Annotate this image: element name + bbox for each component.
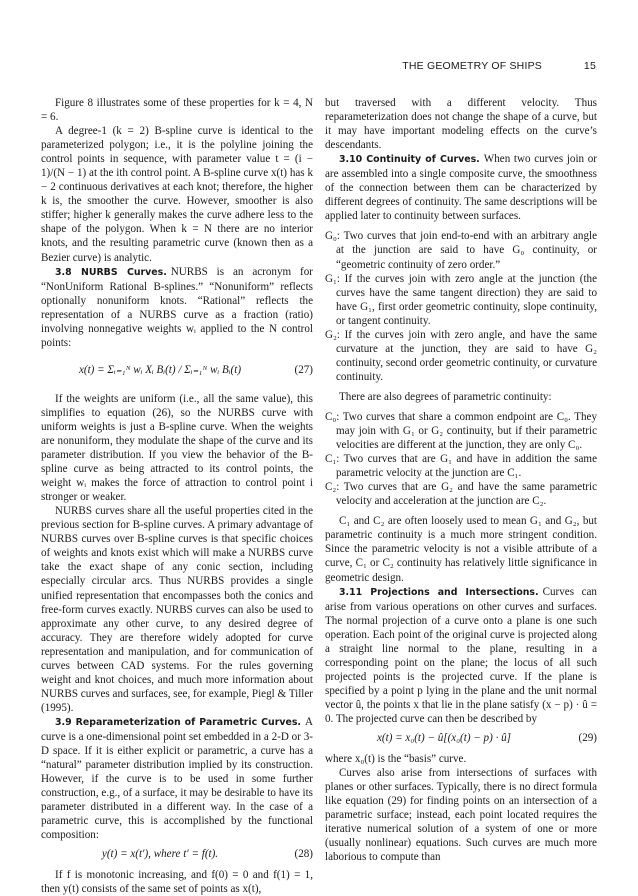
list-item: C₁: Two curves that are G₁ and have in addition the same parametric velocity at the junction are C₁. [325, 453, 597, 480]
section-3-9 [41, 715, 313, 842]
parametric-continuity-list [325, 410, 597, 508]
left-column [41, 96, 313, 896]
equation-body: x(t) = x₀(t) − û[(x₀(t) − p) · û] [377, 732, 511, 745]
list-item: C₂: Two curves that are G₂ and have the same parametric velocity and acceleration at the junction are C₂. [325, 481, 597, 508]
section-3-8 [41, 265, 313, 350]
paragraph: There are also degrees of parametric continuity: [339, 390, 552, 403]
paragraph: If the weights are uniform (i.e., all the same value), this simplifies to equation (26), so the NURBS curve with uniform weights is just a B-spline curve. When the weights are nonuniform, they modulate the shape of the curve and its parameter distribution. If you view the behavior of the B-spline curve as being attracted to its control points, the weight wᵢ makes the force of attraction to control point i stronger or weaker. [41, 392, 313, 504]
list-item: G₀: Two curves that join end-to-end with an arbitrary angle at the junction are said to have G₀ continuity, or “geometric continuity of zero order.” [325, 230, 597, 271]
page-number: 15 [583, 60, 596, 72]
geometric-continuity-list [325, 229, 597, 384]
list-item: C₀: Two curves that share a common endpoint are C₀. They may join with G₁ or G₂ continuity, but if their parametric velocities are different at the junction, they are only C₀. [325, 410, 597, 452]
list-item: G₁: If the curves join with zero angle at the junction (the curves have the same tangent direction) they are said to have G₁, first order geometric continuity, slope continuity, or tangent continuity. [325, 272, 597, 327]
equation-body: x(t) = Σᵢ₌₁ᴺ wᵢ Xᵢ Bᵢ(t) / Σᵢ₌₁ᴺ wᵢ Bᵢ(t) [78, 363, 242, 376]
paragraph: A degree-1 (k = 2) B-spline curve is identical to the parameterized polygon; i.e., it is the polyline joining the control points in sequence, with parameter value t = (i − 1)/(N − 1) at the ith control point. A B-spline curve x(t) has k − 2 continuous derivatives at each knot; therefore, the higher k is, the smoother the curve. However, smoother is also stiffer; higher k generally makes the curve adhere less to the shape of the polygon. When k = N there are no interior knots, and the resulting parametric curve (known then as a Bezier curve) is analytic. [41, 125, 313, 264]
section-heading: 3.8 NURBS Curves. [55, 266, 167, 278]
section-text: Curves can arise from various operations on other curves and surfaces. The normal projection of a curve onto a plane is one such operation. Each point of the original curve is projected along a straight line normal to the plane, resulting in a corresponding point on the plane; the locus of all such projected points is the projected curve. If the plane is specified by a point p lying in the plane and the unit normal vector û, the points x that lie in the plane satisfy (x − p) · û = 0. The projected curve can then be described by [325, 585, 597, 725]
section-3-11 [325, 585, 597, 726]
paragraph: NURBS curves share all the useful properties cited in the previous section for B-spline curves. A primary advantage of NURBS curves over B-spline curves is that specific choices of weights and knots exist which will make a NURBS curve take the exact shape of any conic section, including especially circular arcs. Thus NURBS provides a single unified representation that encompasses both the conics and free-form curves exactly. NURBS curves can also be used to approximate any other curve, to any desired degree of accuracy. They are therefore widely adopted for curve representation and manipulation, and for communication of curves between CAD systems. For the rules governing weight and knot choices, and much more information about NURBS curves and surfaces, see, for example, Piegl & Tiller (1995). [41, 505, 313, 714]
equation-29 [325, 731, 597, 747]
paragraph: but traversed with a different velocity. Thus reparameterization does not change the shape of a curve, but it may have important modeling effects on the curve’s descendants. [325, 97, 597, 152]
paragraph: C₁ and C₂ are often loosely used to mean G₁ and G₂, but parametric continuity is a much more stringent condition. Since the parametric velocity is not a visible attribute of a curve, C₁ or C₂ continuity has relatively little significance in geometric design. [325, 515, 597, 584]
equation-27 [41, 356, 313, 386]
section-3-10 [325, 152, 597, 223]
paragraph: If f is monotonic increasing, and f(0) = 0 and f(1) = 1, then y(t) consists of the same set of points as x(t), [41, 869, 313, 896]
equation-number: (28) [294, 848, 313, 861]
equation-number: (27) [294, 363, 313, 376]
list-item: G₂: If the curves join with zero angle, and have the same curvature at the junction, they are said to have G₂ continuity, second order geometric continuity, or curvature continuity. [325, 328, 597, 383]
equation-number: (29) [578, 732, 597, 745]
section-heading: 3.9 Reparameterization of Parametric Curves. [55, 716, 301, 728]
section-heading: 3.10 Continuity of Curves. [339, 154, 480, 166]
right-column [325, 96, 597, 864]
equation-body: y(t) = x(t′), where t′ = f(t). [101, 848, 219, 861]
paragraph: where x₀(t) is the “basis” curve. [325, 753, 467, 766]
running-title: THE GEOMETRY OF SHIPS [402, 60, 542, 72]
equation-28 [41, 847, 313, 863]
paragraph: Figure 8 illustrates some of these properties for k = 4, N = 6. [41, 97, 313, 124]
section-text: A curve is a one-dimensional point set embedded in a 2-D or 3-D space. If it is either explicit or parametric, a curve has a “natural” parameter distribution implied by its construction. However, if the curve is to be used in some further construction, e.g., of a surface, it may be desirable to have its parameter distributed in a different way. In the case of a parametric curve, this is accomplished by the functional composition: [41, 715, 313, 842]
section-heading: 3.11 Projections and Intersections. [339, 586, 539, 598]
section-text: When two curves join or are assembled into a single composite curve, the smoothness of the connection between them can be characterized by different degrees of continuity. The same descriptions will be applied later to continuity between surfaces. [325, 153, 597, 223]
section-text: NURBS is an acronym for “NonUniform Rational B-splines.” “Nonuniform” reflects optionally nonuniform knots. “Rational” reflects the representation of a NURBS curve as a fraction (ratio) involving nonnegative weights wᵢ applied to the N control points: [41, 265, 313, 349]
paragraph: Curves also arise from intersections of surfaces with planes or other surfaces. Typically, there is no direct formula like equation (29) for finding points on an intersection of a parametric surface; instead, each point located requires the iterative numerical solution of a system of one or more (usually nonlinear) equations. Such curves are much more laborious to compute than [325, 767, 597, 864]
running-header [0, 60, 638, 76]
